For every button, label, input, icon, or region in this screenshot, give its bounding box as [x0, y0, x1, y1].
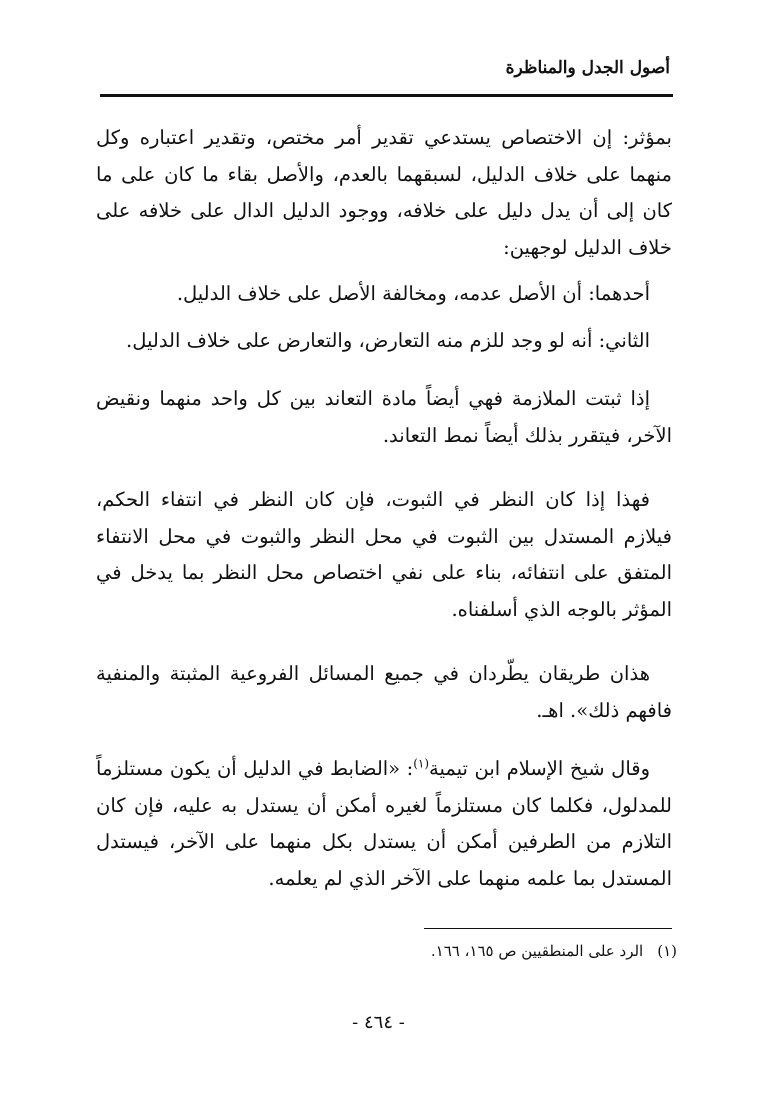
footnote	[431, 942, 677, 960]
paragraph-text: وقال شيخ الإسلام ابن تيمية	[429, 757, 650, 780]
header-rule	[100, 94, 673, 97]
paragraph-text: : «الضابط في الدليل أن يكون مستلزماً للمدلول، فكلما كان مستلزماً لغيره أمكن أن يستدل به عليه، فإن كان التلازم من الطرفين أمكن أن يستدل بكل منهما على الآخر، فيستدل المستدل بما علمه منهما على الآخر الذي لم يعلمه.	[96, 757, 672, 890]
main-text	[96, 120, 672, 897]
paragraph: فهذا إذا كان النظر في الثبوت، فإن كان النظر في انتفاء الحكم، فيلازم المستدل بين الثبوت في محل النظر والثبوت في محل الانتفاء المتفق على انتفائه، بناء على نفي اختصاص محل النظر بما يدخل في المؤثر بالوجه الذي أسلفناه.	[96, 488, 672, 621]
paragraph	[96, 751, 672, 897]
paragraph: أحدهما: أن الأصل عدمه، ومخالفة الأصل على خلاف الدليل.	[176, 282, 650, 305]
paragraph: إذا ثبتت الملازمة فهي أيضاً مادة التعاند بين كل واحد منهما ونقيض الآخر، فيتقرر بذلك أيضاً نمط التعاند.	[96, 387, 672, 447]
paragraph: الثاني: أنه لو وجد للزم منه التعارض، والتعارض على خلاف الدليل.	[126, 328, 650, 352]
paragraph: هذان طريقان يطّردان في جميع المسائل الفروعية المثبتة والمنفية فافهم ذلك». اهـ.	[96, 662, 672, 722]
footnote-rule	[424, 928, 672, 929]
footnote-reference[interactable]: (١)	[413, 756, 430, 771]
running-header: أصول الجدل والمناظرة	[505, 58, 670, 78]
footnote-number: (١)	[657, 942, 677, 960]
page-number: - ٤٦٤ -	[352, 1012, 405, 1033]
footnote-text: الرد على المنطقيين ص ١٦٥، ١٦٦.	[430, 942, 644, 960]
paragraph: بمؤثر: إن الاختصاص يستدعي تقدير أمر مختص، وتقدير اعتباره وكل منهما على خلاف الدليل، لسبقهما بالعدم، والأصل بقاء ما كان على ما كان إلى أن يدل دليل على خلافه، ووجود الدليل الدال على خلافه على خلاف الدليل لوجهين:	[96, 126, 672, 259]
